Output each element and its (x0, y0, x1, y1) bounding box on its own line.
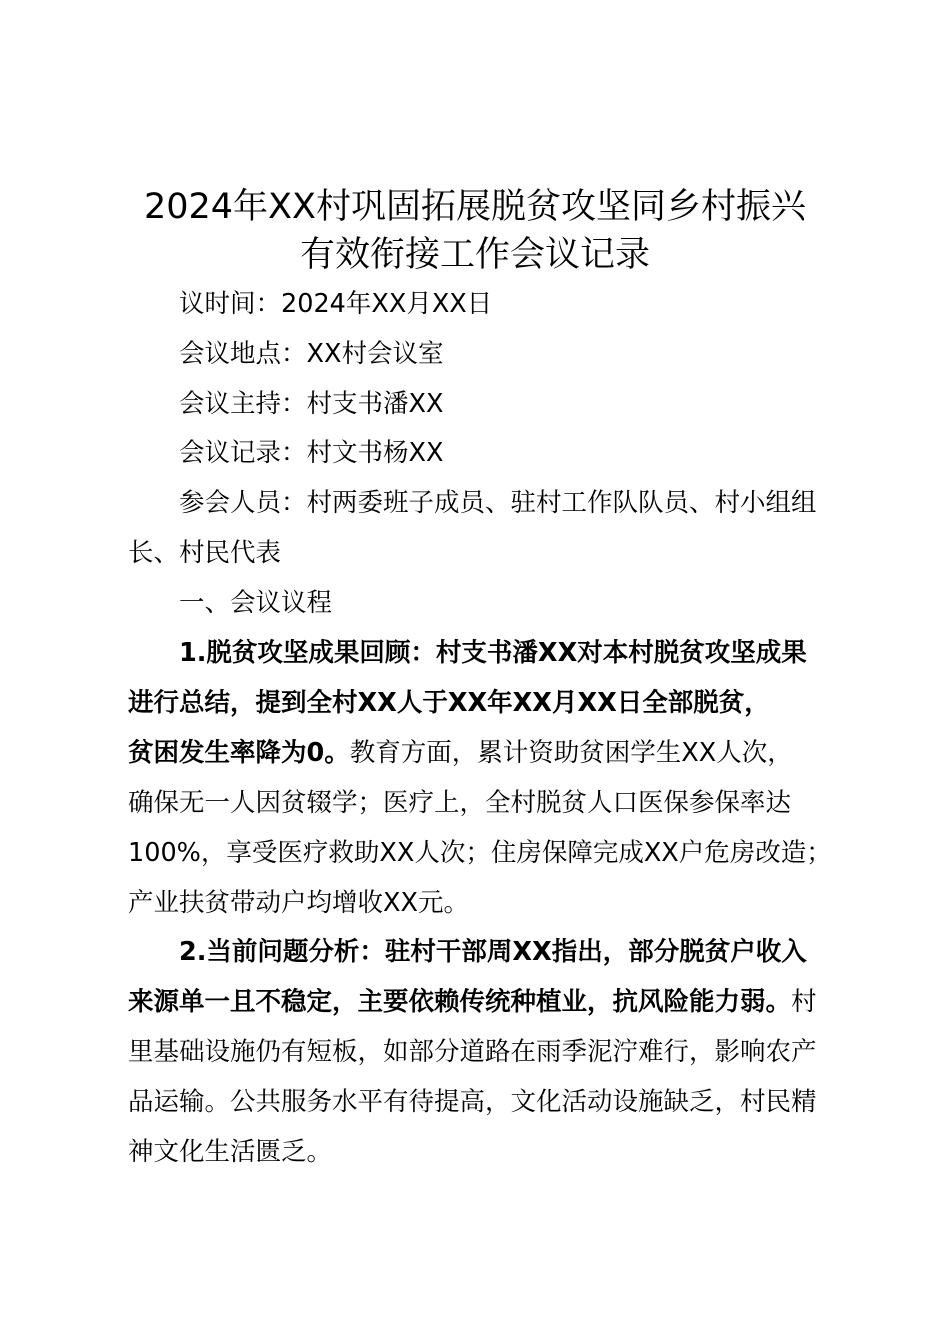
item2-bold-line-1: 2.当前问题分析：驻村干部周XX指出，部分脱贫户收入 (179, 937, 807, 967)
item2-line-5: 神文化生活匮乏。 (128, 1137, 333, 1167)
item2-line-2 (128, 983, 817, 1021)
item1-bold-line-1: 1.脱贫攻坚成果回顾：村支书潘XX对本村脱贫攻坚成果 (179, 638, 807, 668)
item2-line-4: 品运输。公共服务水平有待提高，文化活动设施缺乏，村民精 (128, 1087, 817, 1117)
item1-rest-line-3: 教育方面，累计资助贫困学生XX人次， (349, 738, 793, 768)
item2-bold-line-2: 来源单一且不稳定，主要依赖传统种植业，抗风险能力弱。 (128, 987, 792, 1017)
meeting-location: 会议地点：XX村会议室 (179, 339, 444, 369)
document-title-line-2: 有效衔接工作会议记录 (299, 235, 650, 275)
item2-line-3: 里基础设施仍有短板，如部分道路在雨季泥泞难行，影响农产 (128, 1037, 817, 1067)
item1-bold-line-3: 贫困发生率降为0。 (128, 738, 350, 768)
item1-line-4: 确保无一人因贫辍学；医疗上，全村脱贫人口医保参保率达 (128, 788, 792, 818)
section-heading-agenda: 一、会议议程 (179, 588, 333, 618)
meeting-attendees-line-1: 参会人员：村两委班子成员、驻村工作队队员、村小组组 (179, 488, 817, 518)
meeting-host: 会议主持：村支书潘XX (179, 389, 444, 419)
document-title-line-1: 2024年XX村巩固拓展脱贫攻坚同乡村振兴 (143, 187, 807, 227)
meeting-attendees-line-2: 长、村民代表 (128, 538, 282, 568)
item1-line-3 (128, 734, 793, 772)
item1-line-6: 产业扶贫带动户均增收XX元。 (128, 888, 469, 918)
item1-bold-line-2: 进行总结，提到全村XX人于XX年XX月XX日全部脱贫， (128, 688, 770, 718)
item2-rest-line-2: 村 (791, 987, 817, 1017)
meeting-time: 议时间：2024年XX月XX日 (179, 289, 493, 319)
meeting-recorder: 会议记录：村文书杨XX (179, 438, 444, 468)
item1-line-5: 100%，享受医疗救助XX人次；住房保障完成XX户危房改造； (128, 838, 832, 868)
